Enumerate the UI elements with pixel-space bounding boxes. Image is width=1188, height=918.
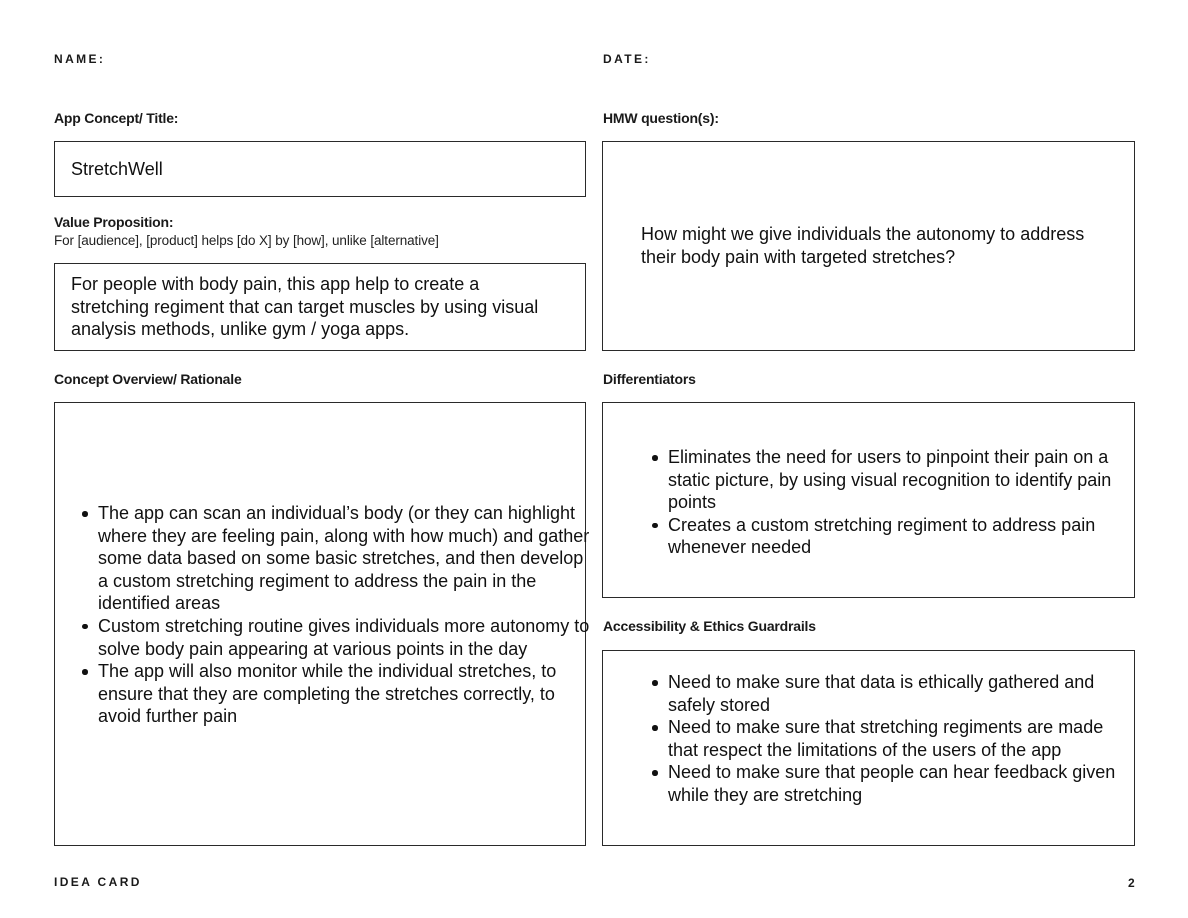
date-label: DATE:: [603, 52, 651, 66]
app-concept-label: App Concept/ Title:: [54, 110, 179, 126]
footer-idea-card: IDEA CARD: [54, 875, 142, 889]
value-proposition-text: For people with body pain, this app help to create a stretching regiment that can target muscles by using visual analysis methods, unlike gym / yoga apps.: [71, 274, 539, 340]
page-number: 2: [1128, 876, 1135, 890]
concept-overview-box[interactable]: [54, 402, 590, 846]
list-item: Need to make sure that data is ethically gathered and safely stored: [668, 671, 1123, 716]
concept-overview-list: [74, 502, 594, 728]
hmw-text: How might we give individuals the autonomy to address their body pain with targeted stretches?: [641, 224, 1085, 267]
value-proposition-box[interactable]: [54, 263, 586, 351]
list-item: Need to make sure that people can hear feedback given while they are stretching: [668, 761, 1123, 806]
list-item: The app can scan an individual’s body (or they can highlight where they are feeling pain, along with how much) and gather some data based on some basic stretches, and then develop a custom stretching regiment to address the pain in the identified areas: [98, 502, 594, 615]
differentiators-list: [644, 446, 1118, 559]
hmw-box[interactable]: [602, 141, 1135, 351]
accessibility-label: Accessibility & Ethics Guardrails: [603, 618, 816, 634]
differentiators-label: Differentiators: [603, 371, 696, 387]
app-title-text: StretchWell: [71, 159, 163, 179]
accessibility-list: [644, 671, 1123, 807]
list-item: Need to make sure that stretching regiments are made that respect the limitations of the users of the app: [668, 716, 1123, 761]
concept-overview-label: Concept Overview/ Rationale: [54, 371, 242, 387]
list-item: Eliminates the need for users to pinpoint their pain on a static picture, by using visual recognition to identify pain points: [668, 446, 1118, 514]
differentiators-box[interactable]: [602, 402, 1135, 598]
app-title-box[interactable]: [54, 141, 586, 197]
list-item: The app will also monitor while the individual stretches, to ensure that they are completing the stretches correctly, to avoid further pain: [98, 660, 594, 728]
value-proposition-template: For [audience], [product] helps [do X] by [how], unlike [alternative]: [54, 233, 439, 248]
value-proposition-label: Value Proposition:: [54, 214, 174, 230]
accessibility-box[interactable]: [602, 650, 1135, 846]
name-label: NAME:: [54, 52, 106, 66]
list-item: Custom stretching routine gives individuals more autonomy to solve body pain appearing at various points in the day: [98, 615, 594, 660]
hmw-label: HMW question(s):: [603, 110, 719, 126]
list-item: Creates a custom stretching regiment to address pain whenever needed: [668, 514, 1118, 559]
